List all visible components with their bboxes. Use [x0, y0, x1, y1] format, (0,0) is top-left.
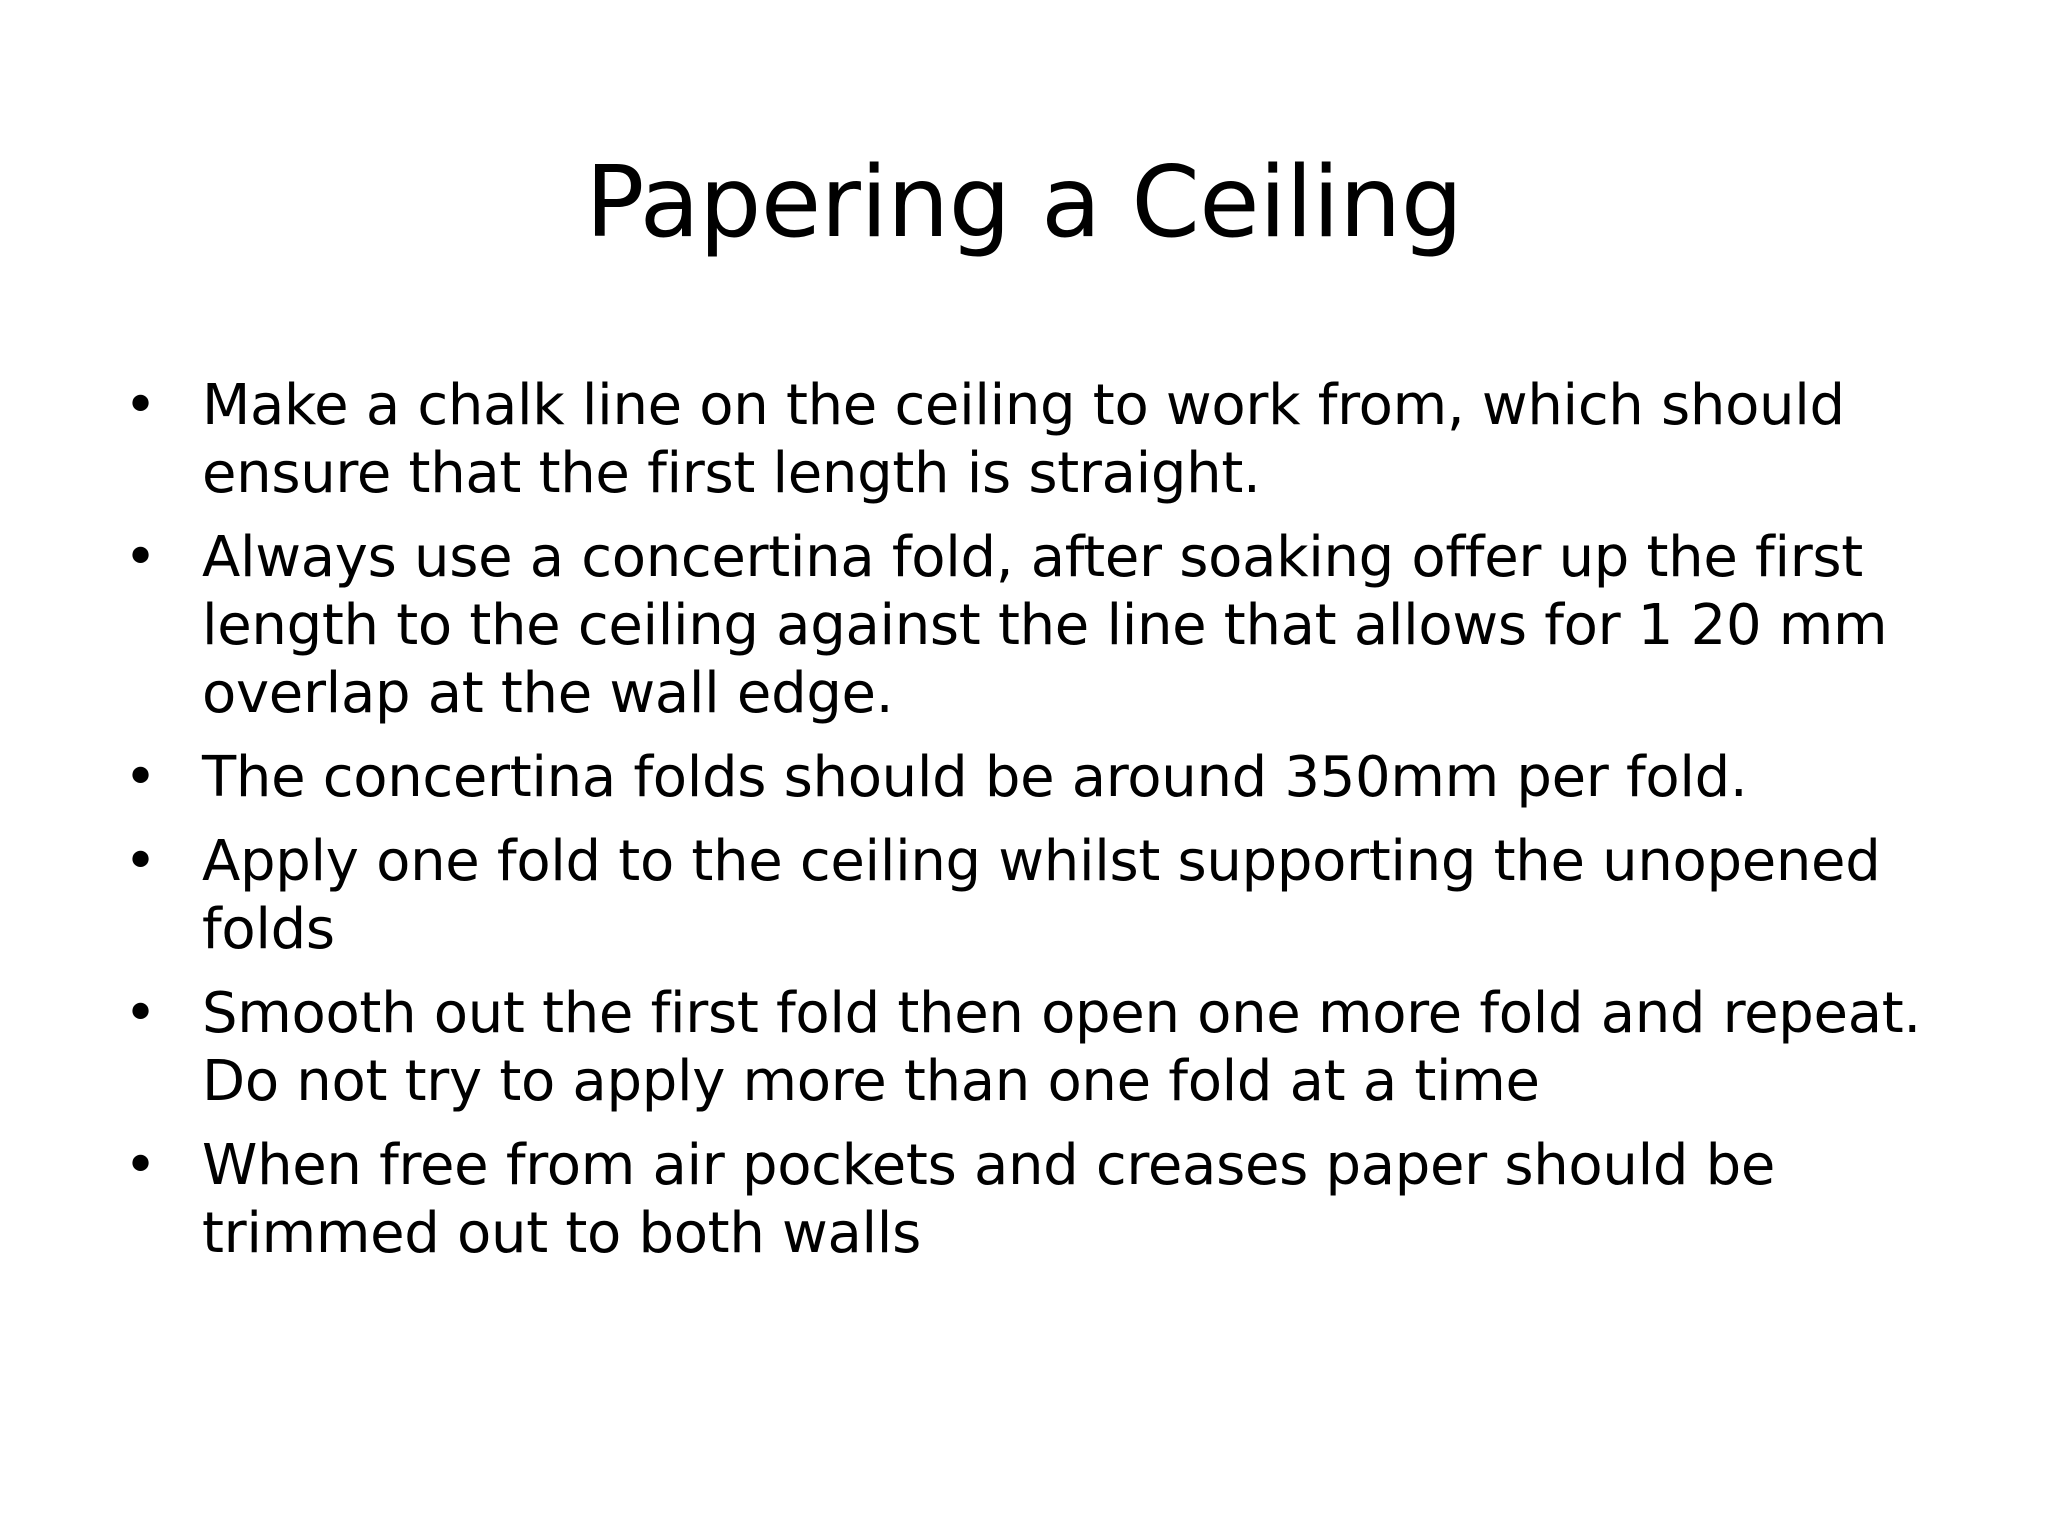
bullet-text: Apply one fold to the ceiling whilst supporting the unopened folds	[202, 829, 1881, 962]
bullet-list	[124, 372, 1954, 1284]
bullet-icon: •	[124, 373, 157, 438]
slide-title: Papering a Ceiling	[585, 146, 1463, 260]
bullet-text: Make a chalk line on the ceiling to work from, which should ensure that the first length is straight.	[202, 373, 1845, 506]
bullet-icon: •	[124, 745, 157, 810]
bullet-text: Smooth out the first fold then open one more fold and repeat. Do not try to apply more than one fold at a time	[202, 981, 1921, 1114]
bullet-text: When free from air pockets and creases paper should be trimmed out to both walls	[202, 1133, 1775, 1266]
bullet-icon: •	[124, 1133, 157, 1198]
bullet-item	[124, 828, 1954, 964]
bullet-item	[124, 1132, 1954, 1268]
bullet-item	[124, 744, 1954, 812]
bullet-item	[124, 524, 1954, 728]
bullet-text: Always use a concertina fold, after soaking offer up the first length to the ceiling against the line that allows for 1 20 mm overlap at the wall edge.	[202, 525, 1888, 726]
bullet-icon: •	[124, 829, 157, 894]
bullet-icon: •	[124, 525, 157, 590]
bullet-item	[124, 980, 1954, 1116]
bullet-text: The concertina folds should be around 350mm per fold.	[202, 745, 1748, 810]
bullet-item	[124, 372, 1954, 508]
bullet-icon: •	[124, 981, 157, 1046]
